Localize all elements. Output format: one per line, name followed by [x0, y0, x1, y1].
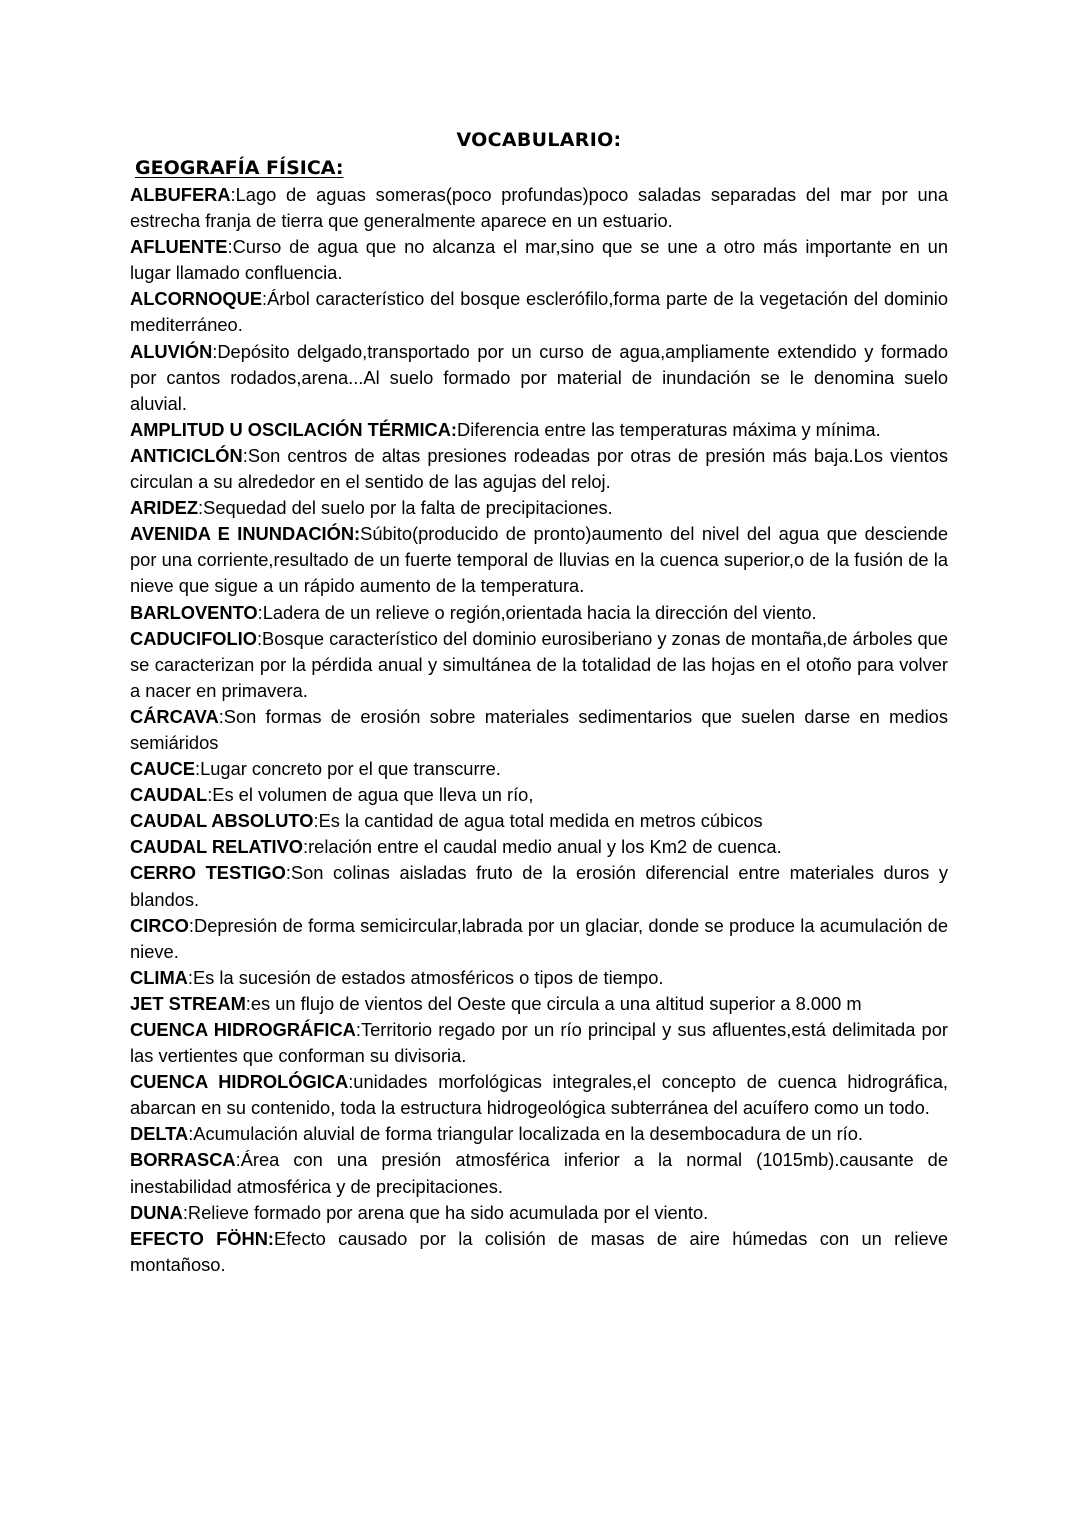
glossary-definition: :Acumulación aluvial de forma triangular localizada en la desembocadura de un río. — [188, 1123, 863, 1145]
glossary-definition: :Bosque característico del dominio eurosiberiano y zonas de montaña,de árboles que se caracterizan por la pérdida anual y simultánea de la totalidad de las hojas en el otoño para volver a nacer en primavera. — [130, 627, 948, 701]
glossary-definition: :Es el volumen de agua que lleva un río, — [207, 784, 534, 806]
glossary-definition: Diferencia entre las temperaturas máxima y mínima. — [457, 418, 881, 440]
glossary-term: CÁRCAVA — [130, 705, 219, 727]
glossary-term: ALUVIÓN — [130, 340, 213, 362]
glossary-definition: :Territorio regado por un río principal y sus afluentes,está delimitada por las vertientes que conforman su divisoria. — [130, 1019, 948, 1067]
glossary-entry — [130, 600, 948, 626]
glossary-term: AVENIDA E INUNDACIÓN: — [130, 523, 361, 545]
glossary-term: CUENCA HIDROLÓGICA — [130, 1071, 349, 1093]
glossary-term: CAUDAL ABSOLUTO — [130, 810, 314, 832]
glossary-term: AMPLITUD U OSCILACIÓN TÉRMICA: — [130, 418, 458, 440]
glossary-term: DELTA — [130, 1123, 189, 1145]
glossary-entry — [130, 834, 948, 860]
glossary-entry — [130, 443, 948, 495]
glossary-definition: Súbito(producido de pronto)aumento del nivel del agua que desciende por una corriente,resultado de un fuerte temporal de lluvias en la cuenca superior,o de la fusión de la nieve que sigue a un rápido aumento de la temperatura. — [130, 523, 948, 597]
glossary-definition: :Lago de aguas someras(poco profundas)poco saladas separadas del mar por una estrecha franja de tierra que generalmente aparece en un estuario. — [130, 184, 948, 232]
glossary-entry — [130, 1147, 948, 1199]
glossary-term: BORRASCA — [130, 1149, 236, 1171]
glossary-entry — [130, 704, 948, 756]
glossary-definition: :Relieve formado por arena que ha sido acumulada por el viento. — [182, 1201, 709, 1223]
glossary-list — [130, 182, 948, 1278]
glossary-definition: :Ladera de un relieve o región,orientada hacia la dirección del viento. — [257, 601, 817, 623]
glossary-entry — [130, 1069, 948, 1121]
glossary-entry — [130, 234, 948, 286]
glossary-term: ALBUFERA — [130, 184, 231, 205]
glossary-definition: :Árbol característico del bosque esclerófilo,forma parte de la vegetación del dominio mediterráneo. — [130, 288, 948, 336]
glossary-term: CIRCO — [130, 914, 189, 936]
glossary-entry — [130, 495, 948, 521]
glossary-term: CAUDAL — [130, 784, 208, 806]
glossary-term: EFECTO FÖHN: — [130, 1227, 274, 1249]
glossary-definition: :Es la sucesión de estados atmosféricos o tipos de tiempo. — [187, 966, 664, 988]
glossary-entry — [130, 417, 948, 443]
document-page — [130, 126, 948, 1278]
glossary-term: CAUDAL RELATIVO — [130, 836, 303, 858]
glossary-definition: :Área con una presión atmosférica inferior a la normal (1015mb).causante de inestabilidad atmosférica y de precipitaciones. — [130, 1149, 948, 1197]
document-title: VOCABULARIO: — [456, 129, 622, 151]
glossary-definition: :Lugar concreto por el que transcurre. — [195, 758, 501, 780]
glossary-definition: :Curso de agua que no alcanza el mar,sino que se une a otro más importante en un lugar llamado confluencia. — [130, 236, 948, 284]
glossary-entry — [130, 521, 948, 599]
glossary-definition: Efecto causado por la colisión de masas de aire húmedas con un relieve montañoso. — [130, 1227, 948, 1275]
glossary-definition: :es un flujo de vientos del Oeste que circula a una altitud superior a 8.000 m — [245, 992, 862, 1014]
glossary-term: BARLOVENTO — [130, 601, 258, 623]
glossary-definition: :Son colinas aisladas fruto de la erosión diferencial entre materiales duros y blandos. — [130, 862, 948, 910]
glossary-term: CADUCIFOLIO — [130, 627, 257, 649]
glossary-entry — [130, 808, 948, 834]
glossary-definition: :Son formas de erosión sobre materiales sedimentarios que suelen darse en medios semiáridos — [130, 705, 948, 753]
glossary-term: DUNA — [130, 1201, 183, 1223]
glossary-definition: :Sequedad del suelo por la falta de precipitaciones. — [198, 497, 613, 519]
glossary-entry — [130, 286, 948, 338]
glossary-term: CAUCE — [130, 758, 196, 780]
glossary-entry — [130, 182, 948, 234]
section-title: GEOGRAFÍA FÍSICA: — [135, 157, 344, 179]
glossary-term: ARIDEZ — [130, 497, 199, 519]
glossary-entry — [130, 1121, 948, 1147]
glossary-entry — [130, 626, 948, 704]
glossary-entry — [130, 860, 948, 912]
glossary-definition: :unidades morfológicas integrales,el concepto de cuenca hidrográfica, abarcan en su contenido, toda la estructura hidrogeológica subterránea del acuífero como un todo. — [130, 1071, 948, 1119]
glossary-definition: :Depósito delgado,transportado por un curso de agua,ampliamente extendido y formado por cantos rodados,arena...Al suelo formado por material de inundación se le denomina suelo aluvial. — [130, 340, 948, 414]
glossary-entry — [130, 1226, 948, 1278]
glossary-entry — [130, 913, 948, 965]
glossary-entry — [130, 1200, 948, 1226]
glossary-term: CUENCA HIDROGRÁFICA — [130, 1019, 356, 1040]
glossary-entry — [130, 756, 948, 782]
glossary-term: ANTICICLÓN — [130, 444, 243, 466]
glossary-term: CLIMA — [130, 966, 188, 988]
glossary-entry — [130, 965, 948, 991]
glossary-term: AFLUENTE — [130, 236, 228, 258]
glossary-entry — [130, 1017, 948, 1069]
glossary-term: ALCORNOQUE — [130, 288, 263, 310]
glossary-definition: :Depresión de forma semicircular,labrada por un glaciar, donde se produce la acumulación de nieve. — [130, 914, 948, 962]
glossary-definition: :Es la cantidad de agua total medida en metros cúbicos — [313, 810, 763, 832]
glossary-entry — [130, 991, 948, 1017]
glossary-term: CERRO TESTIGO — [130, 862, 286, 884]
glossary-definition: :relación entre el caudal medio anual y los Km2 de cuenca. — [303, 836, 782, 858]
glossary-term: JET STREAM — [130, 992, 246, 1014]
glossary-entry — [130, 782, 948, 808]
glossary-entry — [130, 339, 948, 417]
glossary-definition: :Son centros de altas presiones rodeadas por otras de presión más baja.Los vientos circulan a su alrededor en el sentido de las agujas del reloj. — [130, 444, 948, 493]
